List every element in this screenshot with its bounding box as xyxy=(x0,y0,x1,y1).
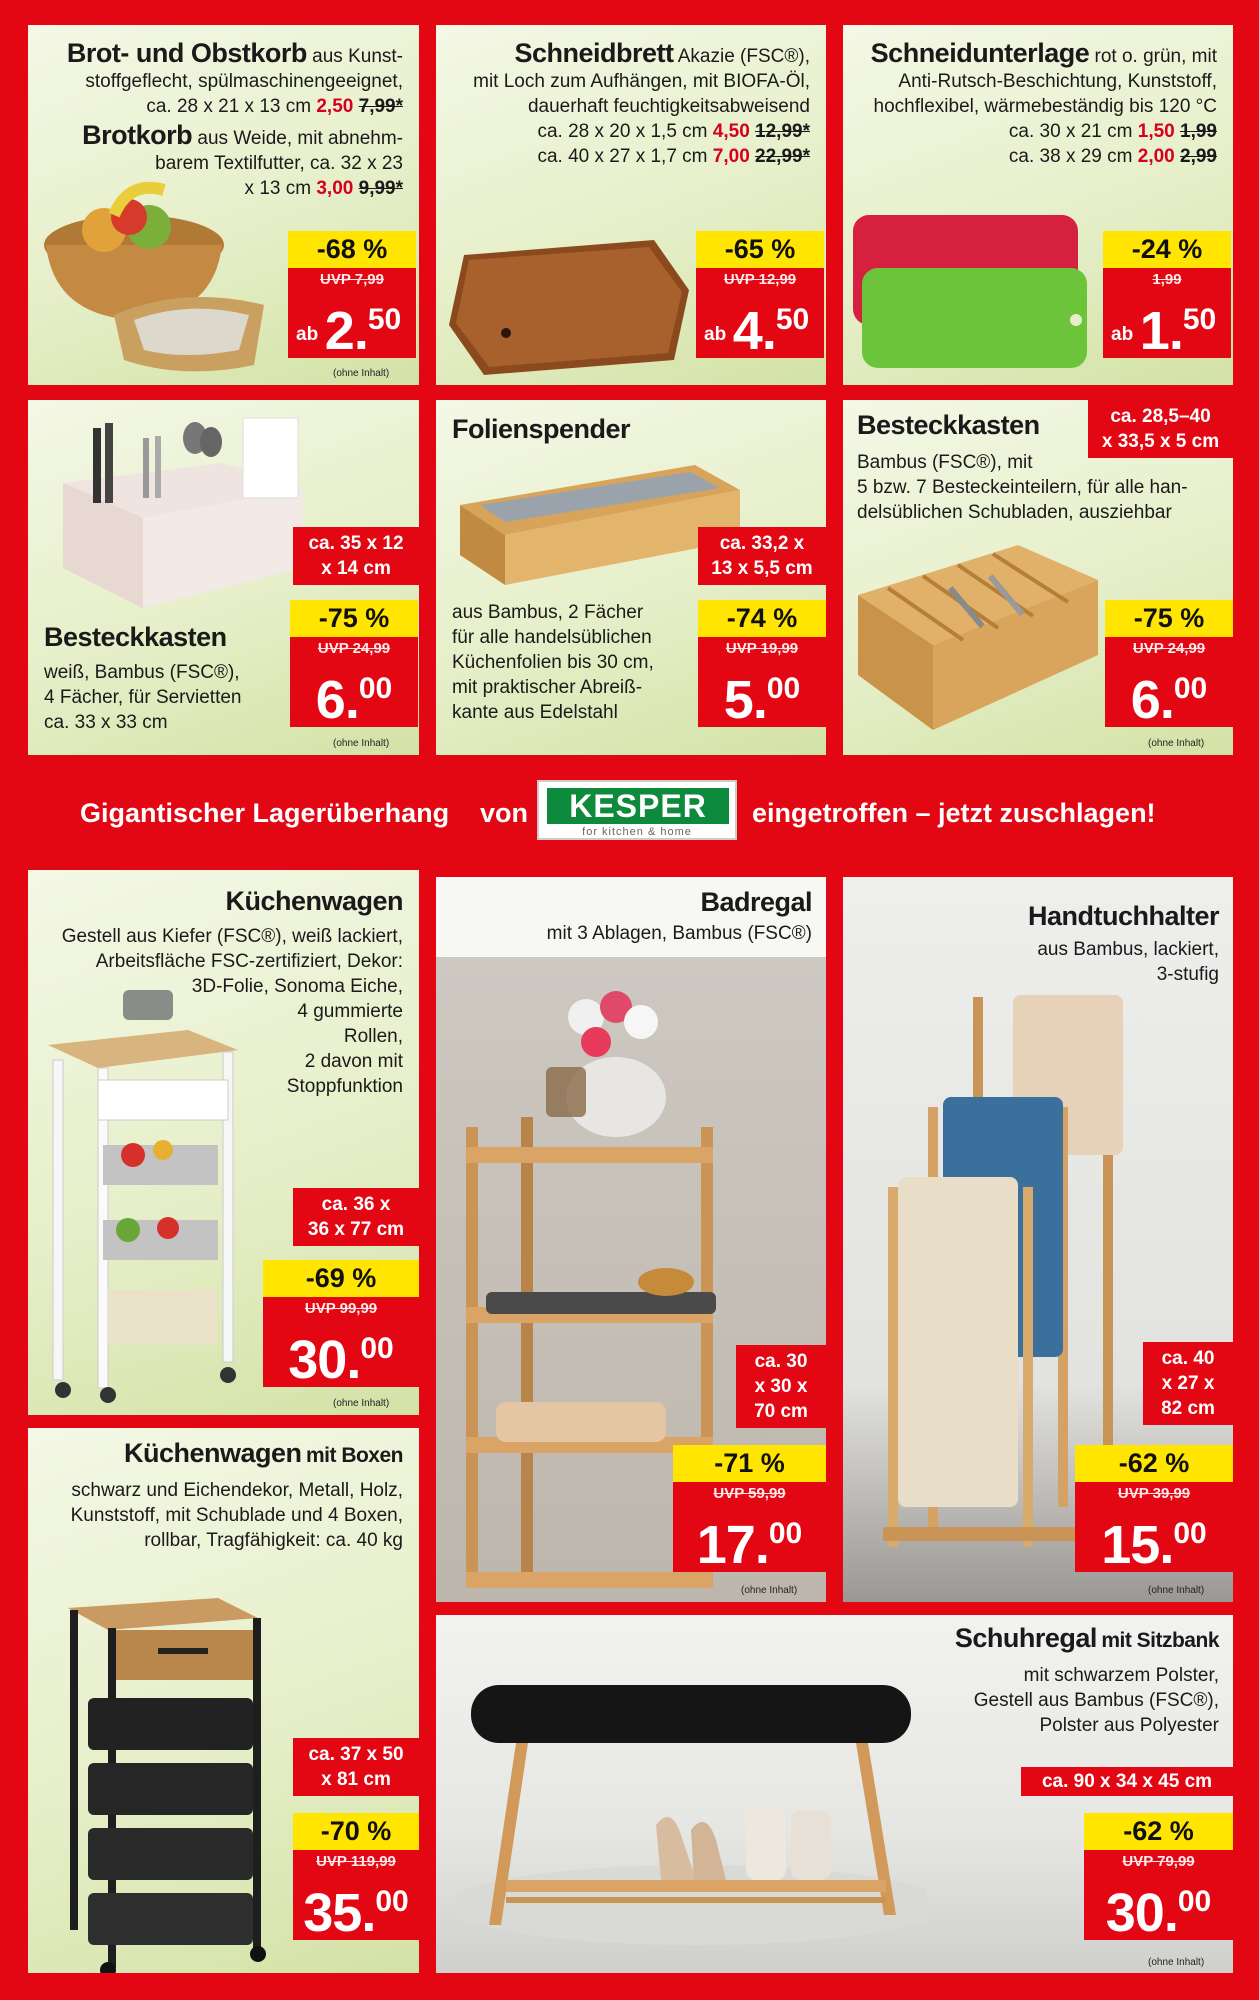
old-price: 1,99 xyxy=(1180,121,1217,142)
product-title: Handtuchhalter xyxy=(1027,901,1219,931)
kitchen-cart-boxes-image xyxy=(48,1578,288,1973)
product-title: Schuhregal xyxy=(954,1623,1097,1653)
old-price: 9,99* xyxy=(358,178,403,199)
sale-price: 3,00 xyxy=(316,178,354,199)
product-title: Küchenwagen xyxy=(124,1438,302,1468)
product-folienspender: Folienspender aus Bambus, 2 Fächer für alle handelsüblichen Küchenfolien bis 30 cm, mit praktischer Abreiß- kante aus Edelstahl ca. 33,2 x 13 x 5,5 cm -74 % UVP 19,99 5.00 xyxy=(436,400,826,755)
cutlery-box-image xyxy=(43,408,333,608)
price-box: -70 % UVP 119,99 35.00 xyxy=(293,1813,419,1940)
dimensions-label: ca. 40 x 27 x 82 cm xyxy=(1143,1342,1233,1425)
discount-badge: -70 % xyxy=(293,1813,419,1850)
kesper-logo: KESPER for kitchen & home xyxy=(537,780,737,840)
discount-badge: -75 % xyxy=(1105,600,1233,637)
discount-badge: -68 % xyxy=(288,231,416,268)
old-price: 7,99* xyxy=(358,96,403,117)
product-handtuchhalter: Handtuchhalter aus Bambus, lackiert, 3-stufig ca. 40 x 27 x 82 cm -62 % UVP 39,99 15.00 (ohne Inhalt) xyxy=(843,877,1233,1602)
dimensions-label: ca. 30 x 30 x 70 cm xyxy=(736,1345,826,1428)
discount-badge: -74 % xyxy=(698,600,826,637)
product-title: Küchenwagen xyxy=(225,886,403,916)
shoe-bench-image xyxy=(456,1665,926,1965)
price: 6.00 xyxy=(1130,670,1208,730)
product-schneidbrett: Schneidbrett Akazie (FSC®), mit Loch zum Aufhängen, mit BIOFA-Öl, dauerhaft feuchtigkeitsabweisend ca. 28 x 20 x 1,5 cm 4,50 12,99* ca. 40 x 27 x 1,7 cm 7,00 22,99* -65 % UVP 12,99 ab 4.50 xyxy=(436,25,826,385)
dimensions-label: ca. 37 x 50 x 81 cm xyxy=(293,1738,419,1796)
old-price: 12,99* xyxy=(755,121,810,142)
dimensions-label: ca. 33,2 x 13 x 5,5 cm xyxy=(698,527,826,585)
price-box: -62 % UVP 79,99 30.00 xyxy=(1084,1813,1233,1940)
dimensions-label: ca. 28,5–40 x 33,5 x 5 cm xyxy=(1088,400,1233,458)
cutting-mats-image xyxy=(848,190,1108,370)
dimensions-label: ca. 90 x 34 x 45 cm xyxy=(1021,1767,1233,1796)
product-kuechenwagen-boxen: Küchenwagen mit Boxen schwarz und Eichendekor, Metall, Holz, Kunststoff, mit Schublade und 4 Boxen, rollbar, Tragfähigkeit: ca. 40 kg ca. 37 x 50 x 81 cm -70 % UVP 119,99 35.00 xyxy=(28,1428,419,1973)
price-box: -75 % UVP 24,99 6.00 xyxy=(290,600,418,727)
discount-badge: -71 % xyxy=(673,1445,826,1482)
sale-price: 4,50 xyxy=(712,121,750,142)
price: 4.50 xyxy=(732,301,810,361)
sale-price: 1,50 xyxy=(1137,121,1175,142)
sale-price: 7,00 xyxy=(712,146,750,167)
price: 15.00 xyxy=(1101,1515,1207,1575)
product-title: Brotkorb xyxy=(82,120,193,150)
price-box: -69 % UVP 99,99 30.00 xyxy=(263,1260,419,1387)
price-box: -62 % UVP 39,99 15.00 xyxy=(1075,1445,1233,1572)
price-box: -75 % UVP 24,99 6.00 xyxy=(1105,600,1233,727)
dimensions-label: ca. 35 x 12 x 14 cm xyxy=(293,527,419,585)
product-title: Schneidbrett xyxy=(514,38,674,68)
price: 6.00 xyxy=(315,670,393,730)
discount-badge: -62 % xyxy=(1075,1445,1233,1482)
sale-price: 2,00 xyxy=(1137,146,1175,167)
product-besteckkasten-bambus: Besteckkasten ca. 28,5–40 x 33,5 x 5 cm Bambus (FSC®), mit 5 bzw. 7 Besteckeinteilern, für alle han- delsüblichen Schubladen, ausziehbar -75 % UVP 24,99 6.00 (ohne Inhalt) xyxy=(843,400,1233,755)
price: 2.50 xyxy=(324,301,402,361)
product-title: Brot- und Obstkorb xyxy=(66,38,307,68)
basket-image xyxy=(34,175,284,375)
discount-badge: -24 % xyxy=(1103,231,1231,268)
price: 35.00 xyxy=(303,1883,409,1943)
kitchen-cart-image xyxy=(38,990,248,1410)
dimensions-label: ca. 36 x 36 x 77 cm xyxy=(293,1188,419,1246)
product-schneidunterlage: Schneidunterlage rot o. grün, mit Anti-Rutsch-Beschichtung, Kunststoff, hochflexibel, wärmebeständig bis 120 °C ca. 30 x 21 cm 1,50 1,99 ca. 38 x 29 cm 2,00 2,99 -24 % 1,99 ab 1.50 xyxy=(843,25,1233,385)
old-price: 22,99* xyxy=(755,146,810,167)
kesper-banner: Gigantischer Lagerüberhang von eingetroffen – jetzt zuschlagen! xyxy=(80,798,1156,828)
price-box: -65 % UVP 12,99 ab 4.50 xyxy=(696,231,824,358)
price: 30.00 xyxy=(1105,1883,1212,1943)
price-box: -24 % 1,99 ab 1.50 xyxy=(1103,231,1231,358)
price: 1.50 xyxy=(1139,301,1217,361)
product-schuhregal: Schuhregal mit Sitzbank mit schwarzem Polster, Gestell aus Bambus (FSC®), Polster aus Polyester ca. 90 x 34 x 45 cm -62 % UVP 79,99 30.00 (ohne Inhalt) xyxy=(436,1615,1233,1973)
product-title: Folienspender xyxy=(452,414,631,444)
product-title: Besteckkasten xyxy=(857,410,1040,440)
price: 5.00 xyxy=(723,670,801,730)
price: 30.00 xyxy=(288,1330,394,1390)
sale-price: 2,50 xyxy=(316,96,354,117)
product-kuechenwagen: Küchenwagen Gestell aus Kiefer (FSC®), weiß lackiert, Arbeitsfläche FSC-zertifiziert, Dekor: 3D-Folie, Sonoma Eiche, 4 gummierte Rollen, 2 davon mit Stoppfunktion ca. 36 x 36 x 77 cm -69 % UVP 99,99 30.00 (ohne Inhalt) xyxy=(28,870,419,1415)
discount-badge: -75 % xyxy=(290,600,418,637)
product-badregal: Badregal mit 3 Ablagen, Bambus (FSC®) ca. 30 x 30 x 70 cm -71 % UVP 59,99 17.00 (ohne Inhalt) xyxy=(436,877,826,1602)
product-title: Besteckkasten xyxy=(44,622,227,652)
old-price: 2,99 xyxy=(1180,146,1217,167)
price-box: -74 % UVP 19,99 5.00 xyxy=(698,600,826,727)
product-title: Schneidunterlage xyxy=(870,38,1090,68)
discount-badge: -69 % xyxy=(263,1260,419,1297)
bamboo-cutlery-tray-image xyxy=(848,540,1108,740)
cutting-board-image xyxy=(444,235,704,385)
price-box: -68 % UVP 7,99 ab 2.50 xyxy=(288,231,416,358)
product-brotkorb: Brot- und Obstkorb aus Kunst- stoffgeflecht, spülmaschinengeeignet, ca. 28 x 21 x 13 cm 2,50 7,99* Brotkorb aus Weide, mit abnehm- barem Textilfutter, ca. 32 x 23 x 13 cm 3,00 9,99* -68 % UVP 7,99 ab 2.50 (ohne Inhalt) xyxy=(28,25,419,385)
product-besteckkasten-weiss: Besteckkasten weiß, Bambus (FSC®), 4 Fächer, für Servietten ca. 33 x 33 cm ca. 35 x 12 x 14 cm -75 % UVP 24,99 6.00 (ohne Inhalt) xyxy=(28,400,419,755)
product-title: Badregal xyxy=(700,887,812,917)
discount-badge: -65 % xyxy=(696,231,824,268)
discount-badge: -62 % xyxy=(1084,1813,1233,1850)
price: 17.00 xyxy=(696,1515,803,1575)
price-box: -71 % UVP 59,99 17.00 xyxy=(673,1445,826,1572)
